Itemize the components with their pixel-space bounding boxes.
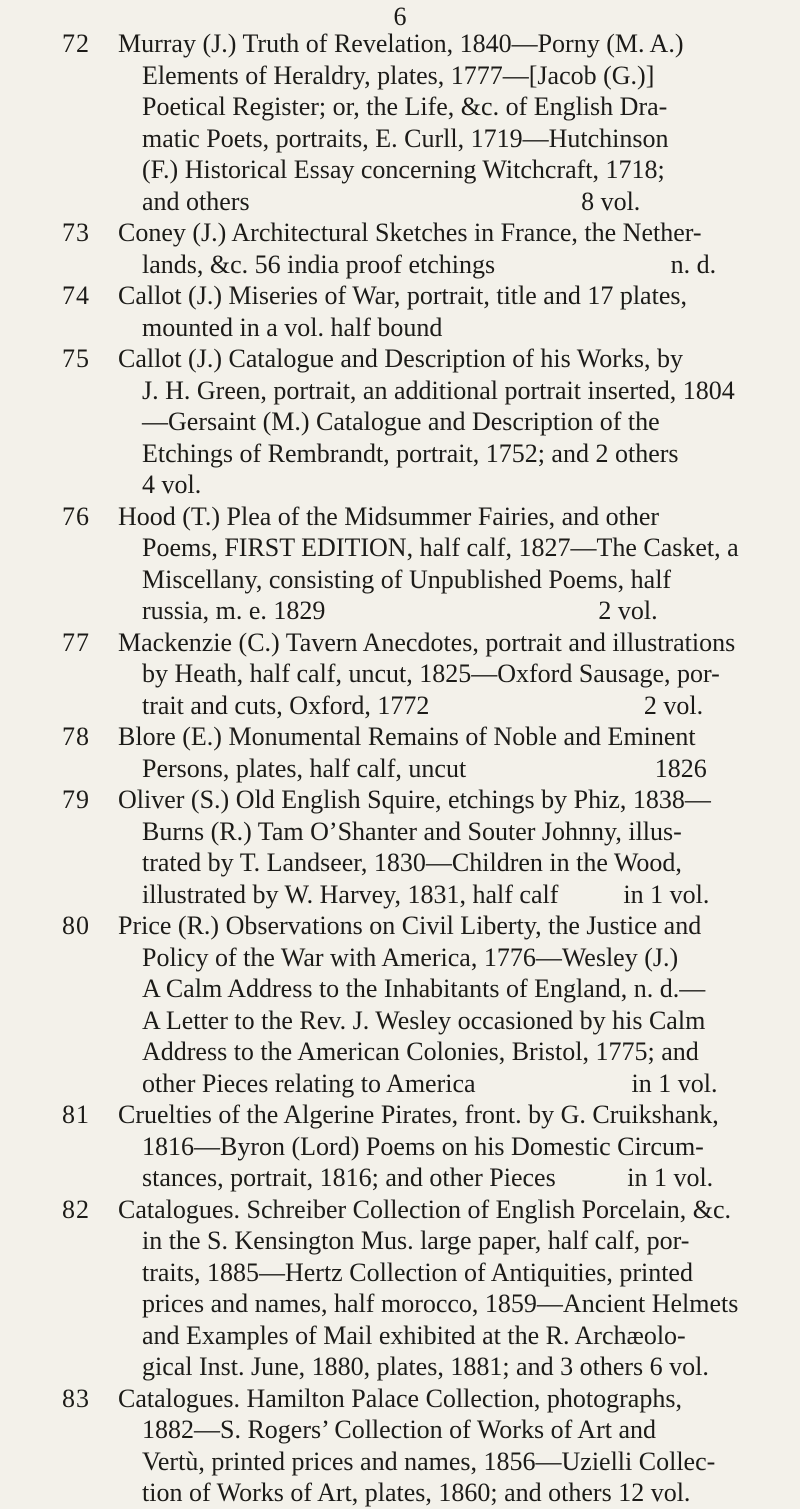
entry-line: 1882—S. Rogers’ Collection of Works of Art and: [142, 1415, 657, 1444]
catalogue-entry: [0, 343, 800, 501]
entry-line: stances, portrait, 1816; and other Pieces in 1 vol.: [142, 1163, 714, 1192]
entry-line: Poetical Register; or, the Life, &c. of English Dra-: [142, 92, 668, 121]
entry-line: Coney (J.) Architectural Sketches in France, the Nether-: [118, 218, 702, 247]
lot-number: 75: [62, 344, 90, 373]
entry-list: [0, 28, 800, 1509]
entry-line: mounted in a vol. half bound: [142, 312, 443, 342]
entry-line: Hood (T.) Plea of the Midsummer Fairies, and other: [118, 501, 660, 531]
entry-line: lands, &c. 56 india proof etchings n. d.: [142, 249, 717, 279]
entry-line: Etchings of Rembrandt, portrait, 1752; and 2 others: [142, 438, 679, 468]
catalogue-entry: [0, 1099, 800, 1194]
entry-line: illustrated by W. Harvey, 1831, half calf in 1 vol.: [142, 879, 710, 909]
lot-number: 77: [62, 627, 90, 657]
entry-line: and Examples of Mail exhibited at the R. Archæolo-: [142, 1320, 686, 1350]
entry-line: Poems, FIRST EDITION, half calf, 1827—The Casket, a: [142, 533, 739, 562]
entry-line: Vertù, printed prices and names, 1856—Uzielli Collec-: [142, 1446, 716, 1476]
entry-line: Address to the American Colonies, Bristol, 1775; and: [142, 1037, 699, 1066]
entry-line: 4 vol.: [142, 470, 202, 499]
entry-line: tion of Works of Art, plates, 1860; and others 12 vol.: [142, 1478, 691, 1507]
entry-line: Oliver (S.) Old English Squire, etchings by Phiz, 1838—: [118, 785, 711, 814]
entry-line: 1816—Byron (Lord) Poems on his Domestic Circum-: [142, 1131, 704, 1161]
lot-number: 74: [62, 281, 90, 310]
page-number: 6: [393, 2, 407, 31]
lot-number: 83: [62, 1383, 90, 1413]
catalogue-entry: [0, 501, 800, 627]
catalogue-entry: [0, 1383, 800, 1509]
entry-line: Persons, plates, half calf, uncut 1826: [142, 753, 707, 783]
lot-number: 82: [62, 1194, 90, 1224]
entry-line: in the S. Kensington Mus. large paper, half calf, por-: [142, 1226, 690, 1255]
entry-line: traits, 1885—Hertz Collection of Antiquities, printed: [142, 1257, 693, 1287]
entry-line: —Gersaint (M.) Catalogue and Description of the: [142, 407, 660, 436]
entry-line: Miscellany, consisting of Unpublished Poems, half: [142, 564, 672, 594]
lot-number: 81: [62, 1100, 90, 1129]
catalogue-entry: [0, 280, 800, 343]
entry-line: trait and cuts, Oxford, 1772 2 vol.: [142, 690, 704, 720]
catalogue-entry: [0, 721, 800, 784]
entry-line: trated by T. Landseer, 1830—Children in the Wood,: [142, 848, 682, 877]
entry-line: Blore (E.) Monumental Remains of Noble and Eminent: [118, 722, 696, 751]
catalogue-entry: [0, 217, 800, 280]
lot-number: 72: [62, 29, 90, 58]
lot-number: 80: [62, 911, 90, 940]
entry-line: Catalogues. Schreiber Collection of English Porcelain, &c.: [118, 1194, 732, 1224]
entry-line: (F.) Historical Essay concerning Witchcraft, 1718;: [142, 155, 665, 184]
entry-line: by Heath, half calf, uncut, 1825—Oxford Sausage, por-: [142, 659, 720, 688]
entry-line: A Letter to the Rev. J. Wesley occasioned by his Calm: [142, 1005, 706, 1035]
entry-line: matic Poets, portraits, E. Curll, 1719—Hutchinson: [142, 123, 669, 153]
entry-line: J. H. Green, portrait, an additional portrait inserted, 1804: [142, 375, 735, 405]
entry-line: Price (R.) Observations on Civil Liberty, the Justice and: [118, 911, 702, 940]
lot-number: 76: [62, 501, 90, 531]
entry-line: prices and names, half morocco, 1859—Ancient Helmets: [142, 1289, 739, 1318]
entry-line: gical Inst. June, 1880, plates, 1881; and 3 others 6 vol.: [142, 1352, 709, 1381]
entry-line: other Pieces relating to America in 1 vol.: [142, 1068, 718, 1098]
lot-number: 78: [62, 722, 90, 751]
entry-line: A Calm Address to the Inhabitants of England, n. d.—: [142, 974, 706, 1003]
entry-line: Murray (J.) Truth of Revelation, 1840—Porny (M. A.): [118, 29, 684, 58]
catalogue-entry: [0, 784, 800, 910]
lot-number: 73: [62, 218, 90, 247]
catalogue-entry: [0, 910, 800, 1099]
entry-line: Policy of the War with America, 1776—Wesley (J.): [142, 942, 679, 972]
entry-line: Catalogues. Hamilton Palace Collection, photographs,: [118, 1383, 682, 1413]
entry-line: russia, m. e. 1829 2 vol.: [142, 596, 658, 625]
entry-line: Cruelties of the Algerine Pirates, front. by G. Cruikshank,: [118, 1100, 719, 1129]
entry-line: and others 8 vol.: [142, 186, 641, 216]
catalogue-entry: [0, 1194, 800, 1383]
catalogue-entry: [0, 28, 800, 217]
entry-line: Elements of Heraldry, plates, 1777—[Jacob (G.)]: [142, 60, 655, 90]
lot-number: 79: [62, 785, 90, 814]
entry-line: Mackenzie (C.) Tavern Anecdotes, portrait and illustrations: [118, 627, 736, 657]
entry-line: Burns (R.) Tam O’Shanter and Souter Johnny, illus-: [142, 816, 682, 846]
entry-line: Callot (J.) Miseries of War, portrait, title and 17 plates,: [118, 281, 687, 310]
catalogue-entry: [0, 627, 800, 722]
entry-line: Callot (J.) Catalogue and Description of his Works, by: [118, 344, 684, 373]
